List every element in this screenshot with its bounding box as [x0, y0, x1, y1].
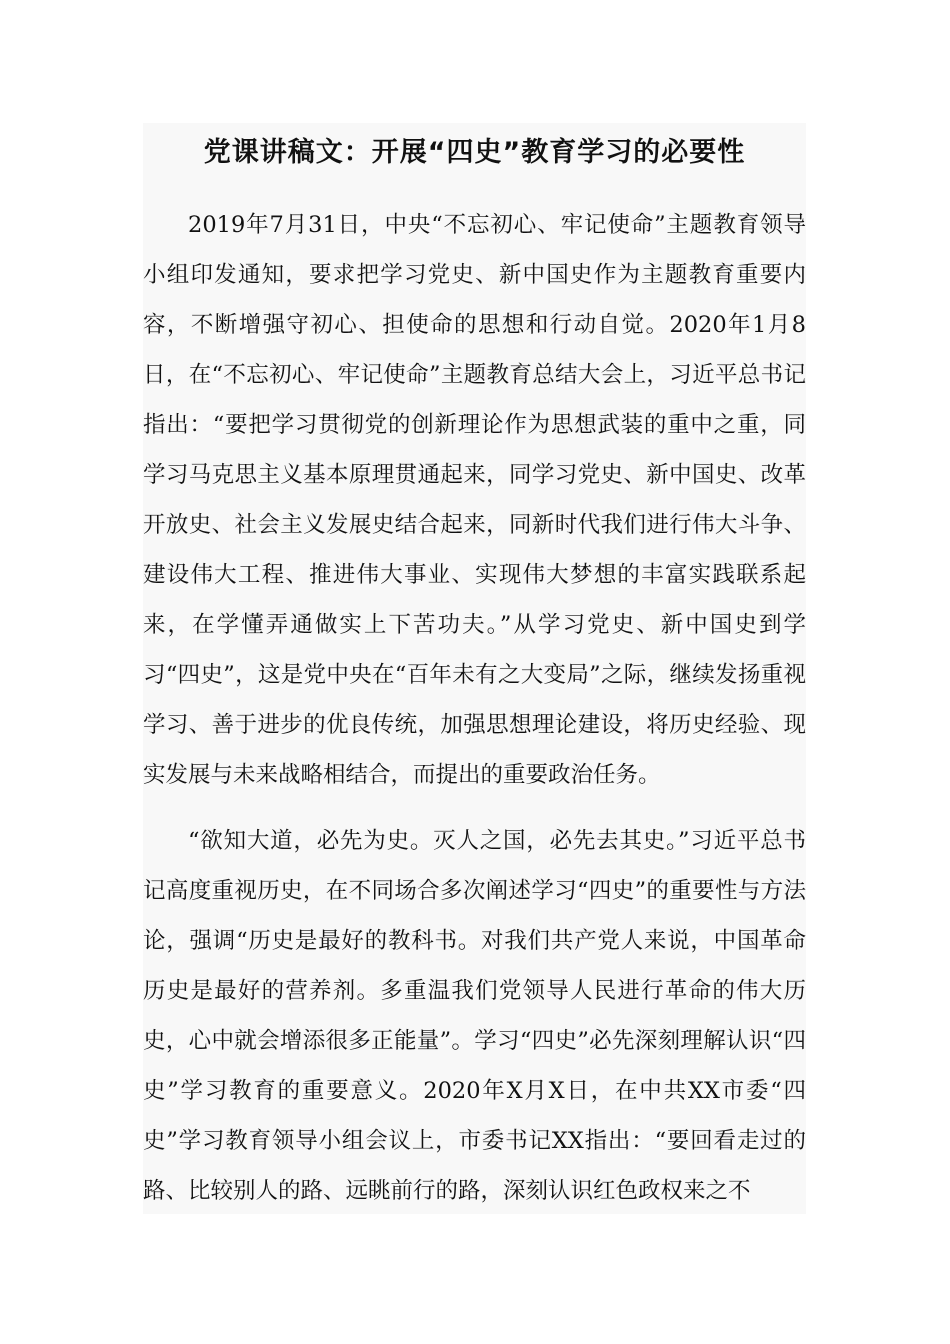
document-page: [143, 123, 806, 1214]
paragraph: “欲知大道，必先为史。灭人之国，必先去其史。”习近平总书记高度重视历史，在不同场合多次阐述学习“四史”的重要性与方法论，强调“历史是最好的教科书。对我们共产党人来说，中国革命历史是最好的营养剂。多重温我们党领导人民进行革命的伟大历史，心中就会增添很多正能量”。学习“四史”必先深刻理解认识“四史”学习教育的重要意义。2020年X月X日，在中共XX市委“四史”学习教育领导小组会议上，市委书记XX指出：“要回看走过的路、比较别人的路、远眺前行的路，深刻认识红色政权来之不: [143, 828, 806, 1204]
paragraph: 2019年7月31日，中央“不忘初心、牢记使命”主题教育领导小组印发通知，要求把学习党史、新中国史作为主题教育重要内容，不断增强守初心、担使命的思想和行动自觉。2020年1月8日，在“不忘初心、牢记使命”主题教育总结大会上，习近平总书记指出：“要把学习贯彻党的创新理论作为思想武装的重中之重，同学习马克思主义基本原理贯通起来，同学习党史、新中国史、改革开放史、社会主义发展史结合起来，同新时代我们进行伟大斗争、建设伟大工程、推进伟大事业、实现伟大梦想的丰富实践联系起来，在学懂弄通做实上下苦功夫。”从学习党史、新中国史到学习“四史”，这是党中央在“百年未有之大变局”之际，继续发扬重视学习、善于进步的优良传统，加强思想理论建设，将历史经验、现实发展与未来战略相结合，而提出的重要政治任务。: [143, 212, 806, 788]
document-title: 党课讲稿文：开展“四史”教育学习的必要性: [203, 137, 746, 168]
